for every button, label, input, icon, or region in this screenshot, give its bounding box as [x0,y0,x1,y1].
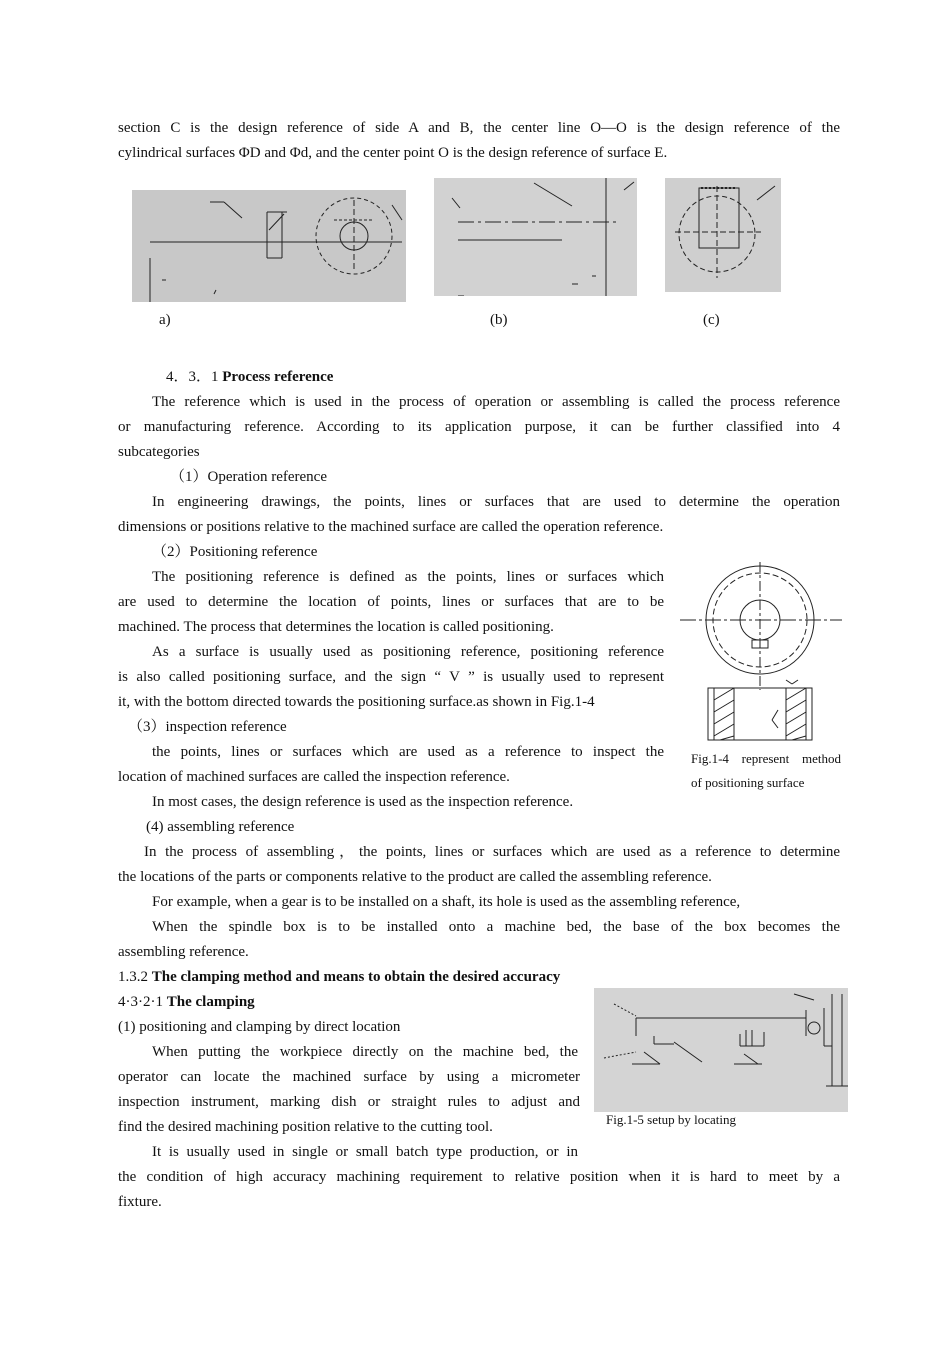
paragraph-line: The reference which is used in the process of operation or assembling is called the process reference [152,394,840,410]
figure-c-image [665,178,781,292]
section-132-heading-text: The clamping method and means to obtain the desired accuracy [151,969,561,985]
paragraph-line: machined. The process that determines the location is called positioning. [118,619,554,635]
figure-1-5-image [594,988,848,1112]
paragraph-line: the points, lines or surfaces which are used as a reference to inspect the [152,744,664,760]
paragraph-line: The positioning reference is defined as the points, lines or surfaces which [152,569,664,585]
paragraph-line: is also called positioning surface, and the sign “ V ” is usually used to represent [118,669,664,685]
inspection-reference-heading: （3）inspection reference [128,719,287,735]
figure-a-image [132,190,406,302]
figure-b-label: (b) [490,312,508,328]
paragraph-line: operator can locate the machined surface by using a micrometer [118,1069,580,1085]
operation-reference-heading: （1）Operation reference [170,469,328,485]
paragraph-line: the locations of the parts or components relative to the product are called the assembling reference. [118,869,712,885]
clamping-subheading-text: The clamping [166,994,255,1010]
paragraph-line: For example, when a gear is to be installed on a shaft, its hole is used as the assembling reference, [152,894,741,910]
figure-c-label: (c) [703,312,720,328]
paragraph-line: In the process of assembling，the points, lines or surfaces which are used as a reference to determine [144,844,840,860]
paragraph-line: In most cases, the design reference is used as the inspection reference. [152,794,574,810]
clamping-subheading [118,990,255,1015]
paragraph-line: assembling reference. [118,944,249,960]
direct-location-heading: (1) positioning and clamping by direct location [118,1019,401,1035]
paragraph-line: find the desired machining position relative to the cutting tool. [118,1119,493,1135]
section-431-heading [166,365,333,390]
section-431-heading-num: 4．3．1 [166,369,223,385]
paragraph-line: location of machined surfaces are called the inspection reference. [118,769,510,785]
paragraph-line: subcategories [118,444,200,460]
section-132-heading-num: 1.3.2 [118,969,152,985]
paragraph-line: As a surface is usually used as positioning reference, positioning reference [152,644,664,660]
paragraph-line: In engineering drawings, the points, lines or surfaces that are used to determine the operation [152,494,840,510]
paragraph-line: it, with the bottom directed towards the positioning surface.as shown in Fig.1-4 [118,694,595,710]
paragraph-line: are used to determine the location of points, lines or surfaces that are to be [118,594,664,610]
positioning-reference-heading: （2）Positioning reference [152,544,318,560]
paragraph-line: fixture. [118,1194,162,1210]
intro-line-1: section C is the design reference of side A and B, the center line O—O is the design reference of the [118,120,840,136]
section-431-heading-text: Process reference [222,369,334,385]
section-132-heading [118,965,560,990]
figure-1-4-caption-line-1: Fig.1-4 represent method [691,751,841,766]
paragraph-line: It is usually used in single or small batch type production, or in [152,1144,578,1160]
paragraph-line: When putting the workpiece directly on the machine bed, the [152,1044,578,1060]
paragraph-line: the condition of high accuracy machining requirement to relative position when it is hard to meet by a [118,1169,840,1185]
figure-1-5-caption: Fig.1-5 setup by locating [606,1112,736,1127]
figure-1-4-image [680,560,845,745]
paragraph-line: or manufacturing reference. According to its application purpose, it can be further classified into 4 [118,419,840,435]
figure-a-label: a) [159,312,171,328]
figure-1-4-caption-line-2: of positioning surface [691,775,805,790]
paragraph-line: inspection instrument, marking dish or straight rules to adjust and [118,1094,580,1110]
paragraph-line: When the spindle box is to be installed onto a machine bed, the base of the box becomes the [152,919,840,935]
figure-b-image [434,178,637,296]
clamping-subheading-num: 4·3·2·1 [118,994,167,1010]
assembling-reference-heading: (4) assembling reference [146,819,295,835]
paragraph-line: dimensions or positions relative to the machined surface are called the operation reference. [118,519,664,535]
intro-line-2: cylindrical surfaces ΦD and Φd, and the center point O is the design reference of surface E. [118,145,668,161]
